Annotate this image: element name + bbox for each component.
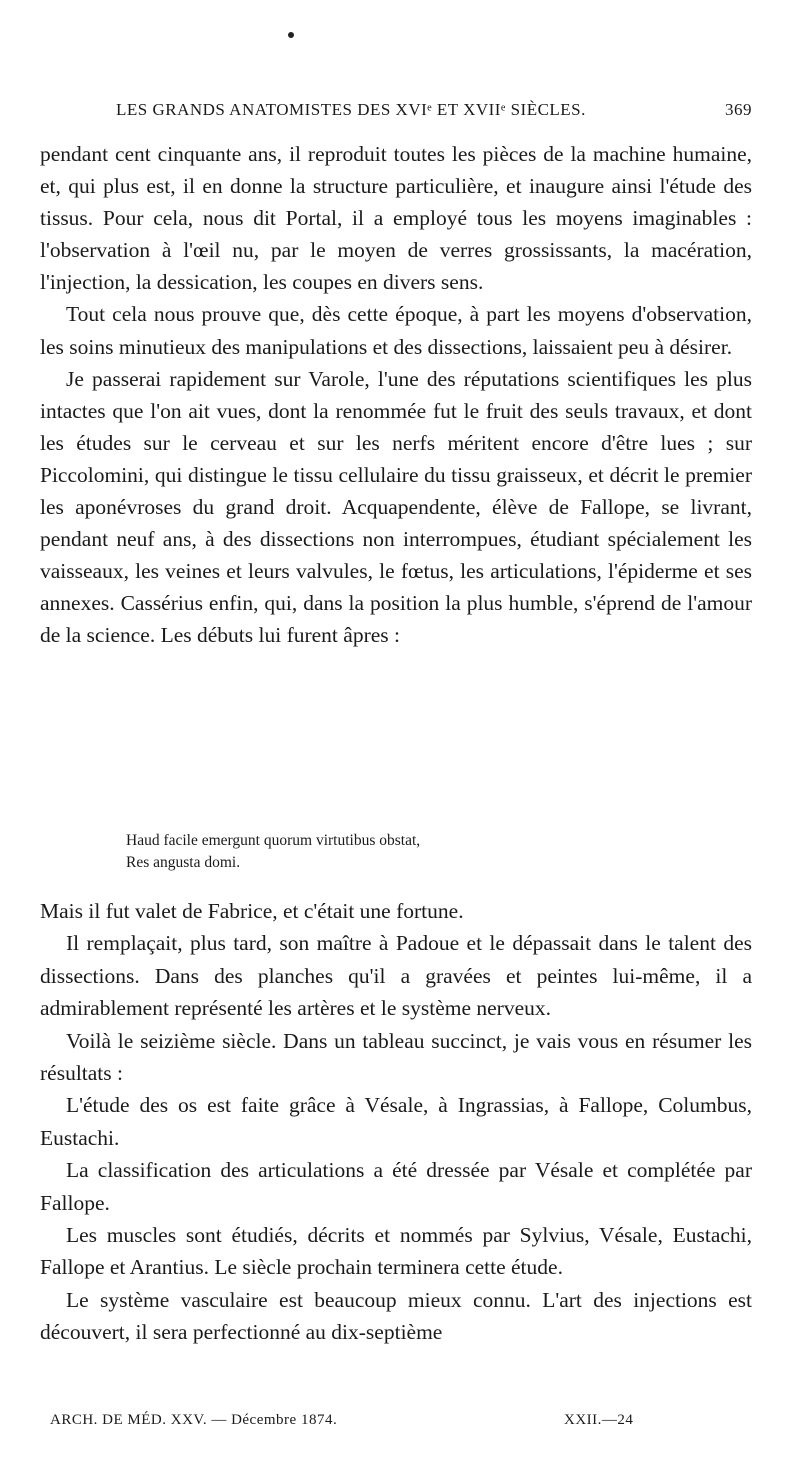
paragraph: Mais il fut valet de Fabrice, et c'était une fortune. [40,899,464,923]
paragraph: Les muscles sont étudiés, décrits et nommés par Sylvius, Vésale, Eustachi, Fallope et Arantius. Le siècle prochain terminera cette étude. [40,1223,752,1280]
paragraph: pendant cent cinquante ans, il reproduit toutes les pièces de la machine humaine, et, qui plus est, il en donne la structure particulière, et inaugure ainsi l'étude des tissus. Pour cela, nous dit Portal, il a employé tous les moyens imaginables : l'observation à l'œil nu, par le moyen de verres grossissants, la macération, l'injection, la dessication, les coupes en divers sens. [40,142,752,295]
footer-signature: XXII.—24 [564,1412,634,1428]
paragraph: Il remplaçait, plus tard, son maître à Padoue et le dépassait dans le talent des dissections. Dans des planches qu'il a gravées et peintes lui-même, il a admirablement représenté les artères et le système nerveux. [40,931,752,1021]
body-text-upper [40,138,752,652]
paragraph: Je passerai rapidement sur Varole, l'une des réputations scientifiques les plus intactes que l'on ait vues, dont la renommée fut le fruit des seuls travaux, et dont les études sur le cerveau et sur les nerfs méritent encore d'être lues ; sur Piccolomini, qui distingue le tissu cellulaire du tissu graisseux, et décrit le premier les aponévroses du grand droit. Acquapendente, élève de Fallope, se livrant, pendant neuf ans, à des dissections non interrompues, étudiant spécialement les vaisseaux, les veines et leurs valvules, le fœtus, les articulations, l'épiderme et ses annexes. Cassérius enfin, qui, dans la position la plus humble, s'éprend de l'amour de la science. Les débuts lui furent âpres : [40,366,752,648]
quote-line: Haud facile emergunt quorum virtutibus obstat, [126,832,421,849]
running-title: LES GRANDS ANATOMISTES DES XVIᵉ ET XVIIᵉ SIÈCLES. [116,100,586,119]
latin-quotation [126,830,686,874]
page-footer [40,1412,752,1436]
paragraph: Le système vasculaire est beaucoup mieux connu. L'art des injections est découvert, il sera perfectionné au dix-septième [40,1287,752,1345]
paragraph: Tout cela nous prouve que, dès cette époque, à part les moyens d'observation, les soins minutieux des manipulations et des dissections, laissaient peu à désirer. [40,302,752,359]
printer-dot [288,32,294,38]
quote-line: Res angusta domi. [126,854,241,871]
paragraph: L'étude des os est faite grâce à Vésale, à Ingrassias, à Fallope, Columbus, Eustachi. [40,1093,752,1150]
paragraph: La classification des articulations a été dressée par Vésale et complétée par Fallope. [40,1158,752,1215]
running-header [40,100,752,128]
body-text-lower [40,895,752,1349]
footer-journal-ref: ARCH. DE MÉD. XXV. — Décembre 1874. [50,1412,338,1428]
paragraph: Voilà le seizième siècle. Dans un tableau succinct, je vais vous en résumer les résultats : [40,1028,752,1086]
page-number: 369 [725,100,752,119]
